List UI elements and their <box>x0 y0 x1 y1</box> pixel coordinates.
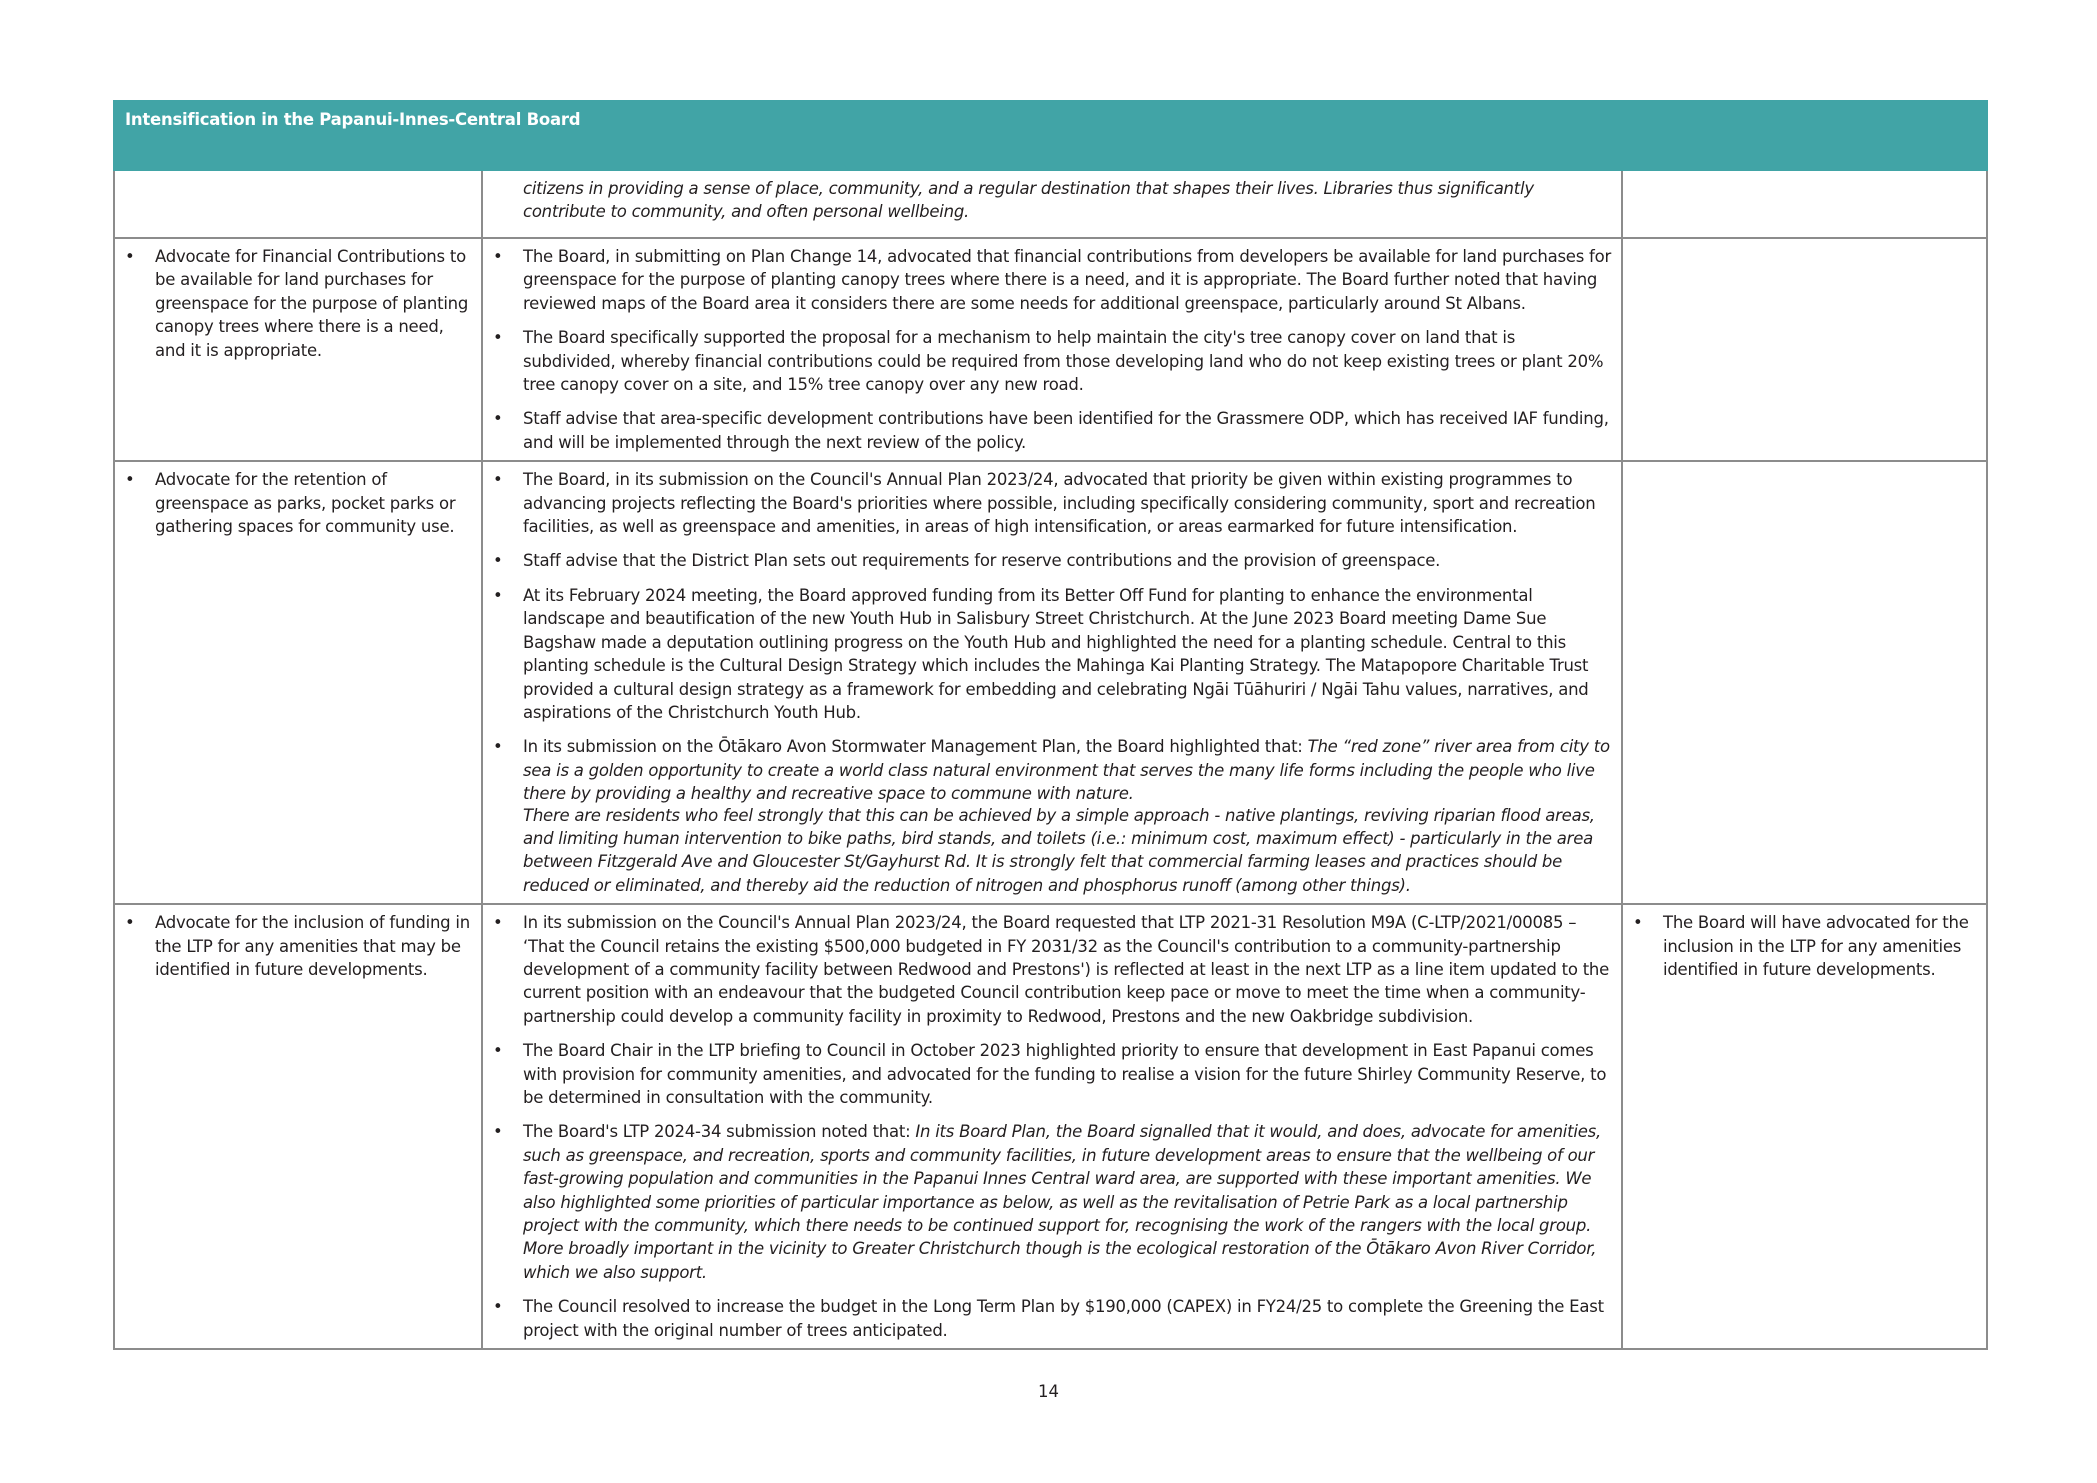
progress-item: • The Board, in its submission on the Council's Annual Plan 2023/24, advocated that priority be given within existing programmes to advancing projects reflecting the Board's priorities where possible, including specifically considering community, sport and recreation facilities, as well as greenspace and amenities, in areas of high intensification, or areas earmarked for future intensification. <box>491 468 1611 538</box>
progress-item: • At its February 2024 meeting, the Board approved funding from its Better Off Fund for planting to enhance the environmental landscape and beautification of the new Youth Hub in Salisbury Street Christchurch. At the June 2023 Board meeting Dame Sue Bagshaw made a deputation outlining progress on the Youth Hub and highlighted the need for a planting schedule. Central to this planting schedule is the Cultural Design Strategy which includes the Mahinga Kai Planting Strategy. The Matapopore Charitable Trust provided a cultural design strategy as a framework for embedding and celebrating Ngāi Tūāhuriri / Ngāi Tahu values, narratives, and aspirations of the Christchurch Youth Hub. <box>491 584 1611 724</box>
progress-intro: The Board's LTP 2024-34 submission noted that: <box>523 1122 916 1142</box>
progress-quote: The “red zone” river area from city to sea is a golden opportunity to create a world class natural environment that serves the many life forms including the people who live there by providing a healthy and recreative space to commune with nature. <box>523 737 1610 804</box>
progress-cell <box>482 461 1622 904</box>
objective-cell <box>114 904 482 1349</box>
objective-item: • Advocate for the retention of greenspace as parks, pocket parks or gathering spaces for community use. <box>123 468 471 538</box>
objective-item: • Advocate for the inclusion of funding in the LTP for any amenities that may be identified in future developments. <box>123 911 471 981</box>
progress-item: • Staff advise that the District Plan sets out requirements for reserve contributions and the provision of greenspace. <box>491 549 1611 572</box>
progress-item: • The Board, in submitting on Plan Change 14, advocated that financial contributions from developers be available for land purchases for greenspace for the purpose of planting canopy trees where there is a need, and it is appropriate. The Board further noted that having reviewed maps of the Board area it considers there are some needs for additional greenspace, particularly around St Albans. <box>491 245 1611 315</box>
outcome-cell <box>1622 904 1987 1349</box>
objective-cell <box>114 238 482 461</box>
progress-item: • The Board specifically supported the proposal for a mechanism to help maintain the city's tree canopy cover on land that is subdivided, whereby financial contributions could be required from those developing land who do not keep existing trees or plant 20% tree canopy cover on a site, and 15% tree canopy over any new road. <box>491 326 1611 396</box>
progress-intro: In its submission on the Ōtākaro Avon Stormwater Management Plan, the Board highlighted that: <box>523 737 1308 757</box>
progress-item <box>491 735 1611 805</box>
progress-quote: In its Board Plan, the Board signalled that it would, and does, advocate for amenities, such as greenspace, and recreation, sports and community facilities, in future development areas to ensure that the wellbeing of our fast-growing population and communities in the Papanui Innes Central ward area, are supported with these important amenities. We also highlighted some priorities of particular importance as below, as well as the revitalisation of Petrie Park as a local partnership project with the community, which there needs to be continued support for, recognising the work of the rangers with the local group. More broadly important in the vicinity to Greater Christchurch though is the ecological restoration of the Ōtākaro Avon River Corridor, which we also support. <box>523 1122 1601 1282</box>
table-row <box>114 904 1987 1349</box>
progress-item <box>491 1120 1611 1284</box>
board-plan-table <box>113 100 1988 1350</box>
objective-cell <box>114 170 482 238</box>
progress-cell <box>482 170 1622 238</box>
progress-quote-continued: There are residents who feel strongly that this can be achieved by a simple approach - native plantings, reviving riparian flood areas, and limiting human intervention to bike paths, bird stands, and toilets (i.e.: minimum cost, maximum effect) - particularly in the area between Fitzgerald Ave and Gloucester St/Gayhurst Rd. It is strongly felt that commercial farming leases and practices should be reduced or eliminated, and thereby aid the reduction of nitrogen and phosphorus runoff (among other things). <box>523 805 1595 895</box>
table-row <box>114 238 1987 461</box>
outcome-item: • The Board will have advocated for the inclusion in the LTP for any amenities identified in future developments. <box>1631 911 1976 981</box>
page-number: 14 <box>1038 1382 1059 1401</box>
progress-cell <box>482 904 1622 1349</box>
progress-item: • The Board Chair in the LTP briefing to Council in October 2023 highlighted priority to ensure that development in East Papanui comes with provision for community amenities, and advocated for the funding to realise a vision for the future Shirley Community Reserve, to be determined in consultation with the community. <box>491 1039 1611 1109</box>
table-row <box>114 170 1987 238</box>
section-title: Intensification in the Papanui-Innes-Central Board <box>114 101 1987 170</box>
objective-cell <box>114 461 482 904</box>
progress-item: • Staff advise that area-specific development contributions have been identified for the Grassmere ODP, which has received IAF funding, and will be implemented through the next review of the policy. <box>491 407 1611 454</box>
outcome-cell <box>1622 170 1987 238</box>
table-header-row <box>114 101 1987 170</box>
outcome-cell <box>1622 461 1987 904</box>
carryover-quote: citizens in providing a sense of place, community, and a regular destination that shapes their lives. Libraries thus significantly contribute to community, and often personal wellbeing. <box>523 179 1534 222</box>
outcome-cell <box>1622 238 1987 461</box>
progress-item: • The Council resolved to increase the budget in the Long Term Plan by $190,000 (CAPEX) in FY24/25 to complete the Greening the East project with the original number of trees anticipated. <box>491 1295 1611 1342</box>
table-row <box>114 461 1987 904</box>
progress-item: • In its submission on the Council's Annual Plan 2023/24, the Board requested that LTP 2021-31 Resolution M9A (C-LTP/2021/00085 – ‘That the Council retains the existing $500,000 budgeted in FY 2031/32 as the Council's contribution to a community-partnership development of a community facility between Redwood and Prestons') is reflected at least in the next LTP as a line item updated to the current position with an endeavour that the budgeted Council contribution keep pace or move to meet the time when a community-partnership could develop a community facility in proximity to Redwood, Prestons and the new Oakbridge subdivision. <box>491 911 1611 1028</box>
objective-item: • Advocate for Financial Contributions to be available for land purchases for greenspace for the purpose of planting canopy trees where there is a need, and it is appropriate. <box>123 245 471 362</box>
progress-cell <box>482 238 1622 461</box>
